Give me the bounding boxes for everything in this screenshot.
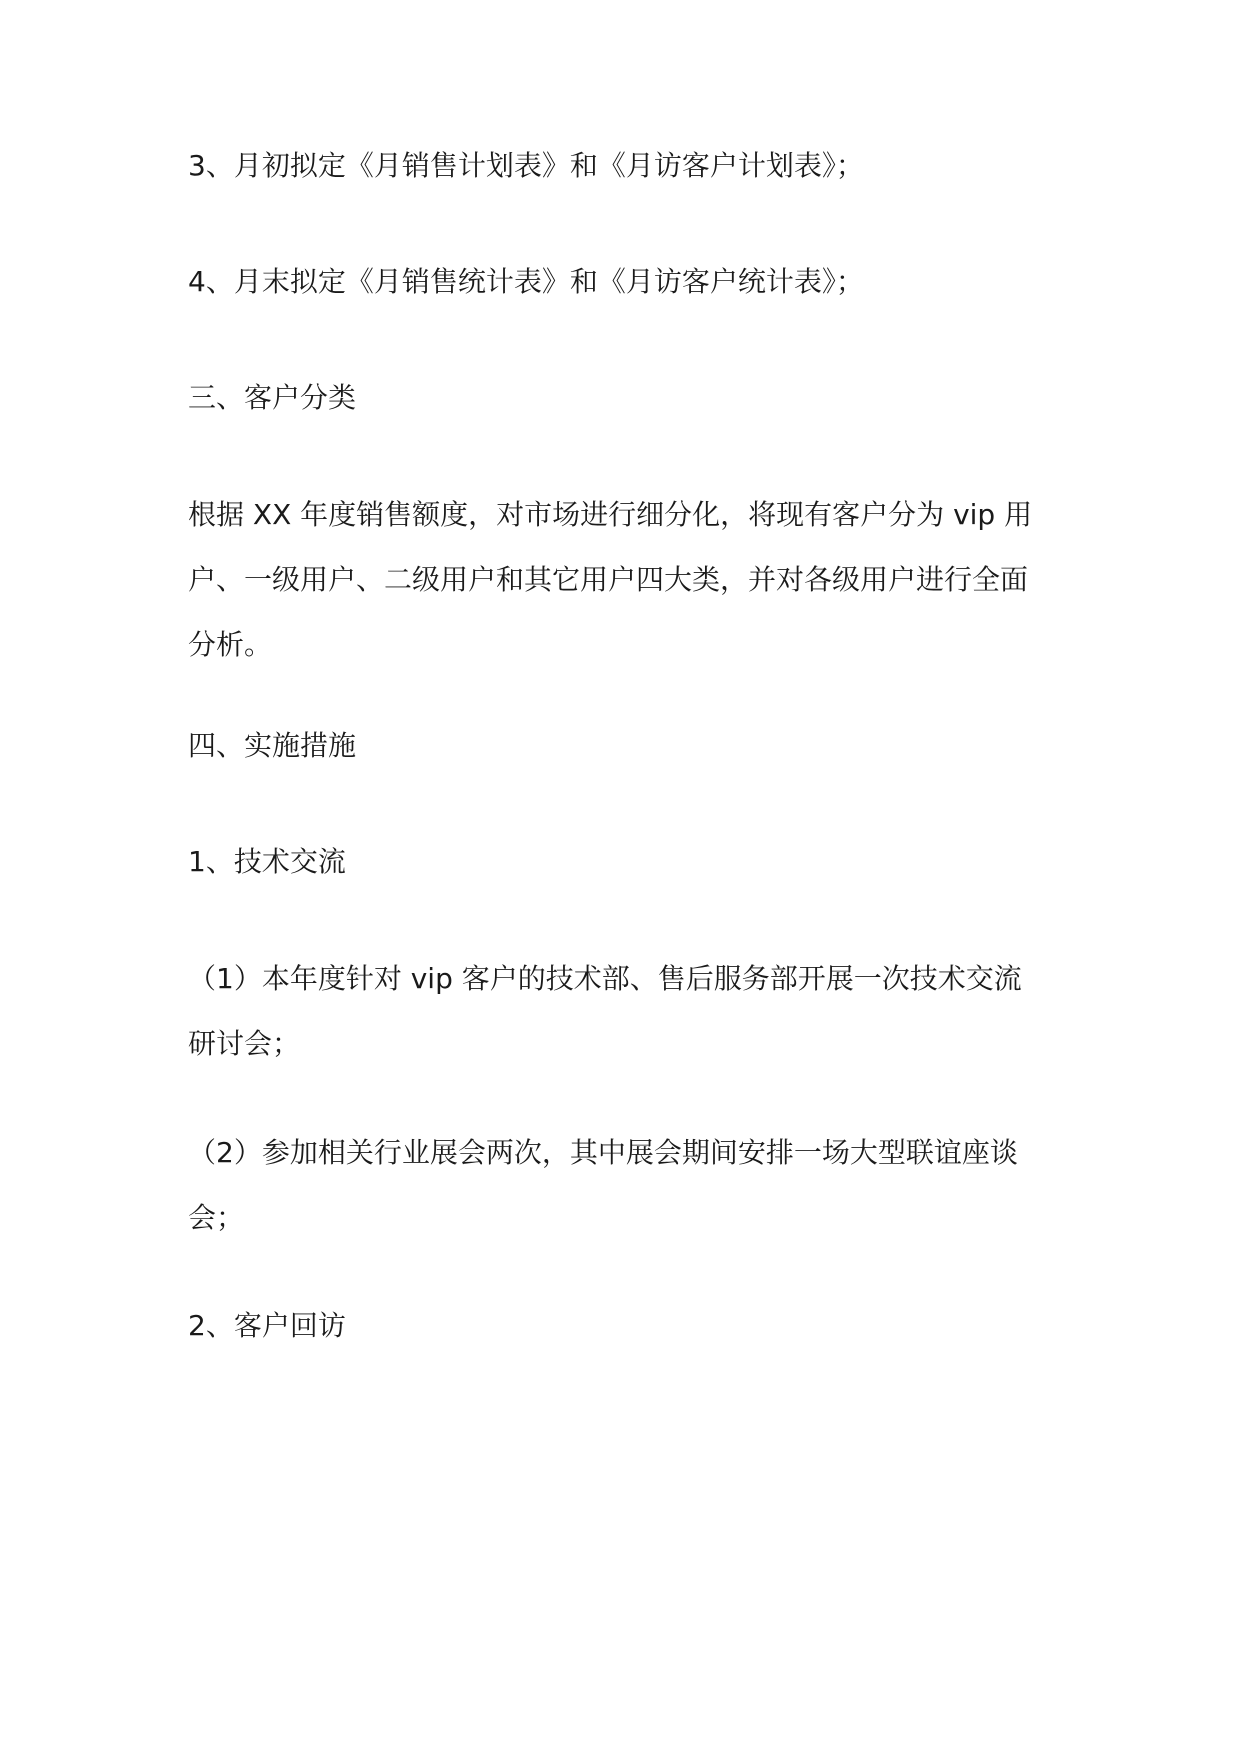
paragraph-line: （2）参加相关行业展会两次，其中展会期间安排一场大型联谊座谈: [188, 1136, 1018, 1169]
list-item-monthly-statistics: 4、月末拟定《月销售统计表》和《月访客户统计表》；: [188, 265, 864, 298]
paragraph-line: 会；: [188, 1201, 245, 1234]
paragraph-line: 户、一级用户、二级用户和其它用户四大类，并对各级用户进行全面: [188, 563, 1029, 596]
section-heading-customer-classification: 三、客户分类: [188, 381, 357, 414]
paragraph-line: 研讨会；: [188, 1027, 301, 1060]
subheading-technical-exchange: 1、技术交流: [188, 845, 346, 878]
list-item-monthly-plan: 3、月初拟定《月销售计划表》和《月访客户计划表》；: [188, 149, 864, 182]
paragraph-measure-2: [188, 1120, 1068, 1250]
paragraph-line: 根据 XX 年度销售额度，对市场进行细分化，将现有客户分为 vip 用: [188, 498, 1033, 531]
subheading-customer-revisit: 2、客户回访: [188, 1309, 346, 1342]
paragraph-line: （1）本年度针对 vip 客户的技术部、售后服务部开展一次技术交流: [188, 962, 1022, 995]
paragraph-line: 分析。: [188, 628, 273, 661]
paragraph-measure-1: [188, 946, 1068, 1076]
section-heading-implementation: 四、实施措施: [188, 729, 357, 762]
paragraph-customer-classification: [188, 482, 1068, 677]
